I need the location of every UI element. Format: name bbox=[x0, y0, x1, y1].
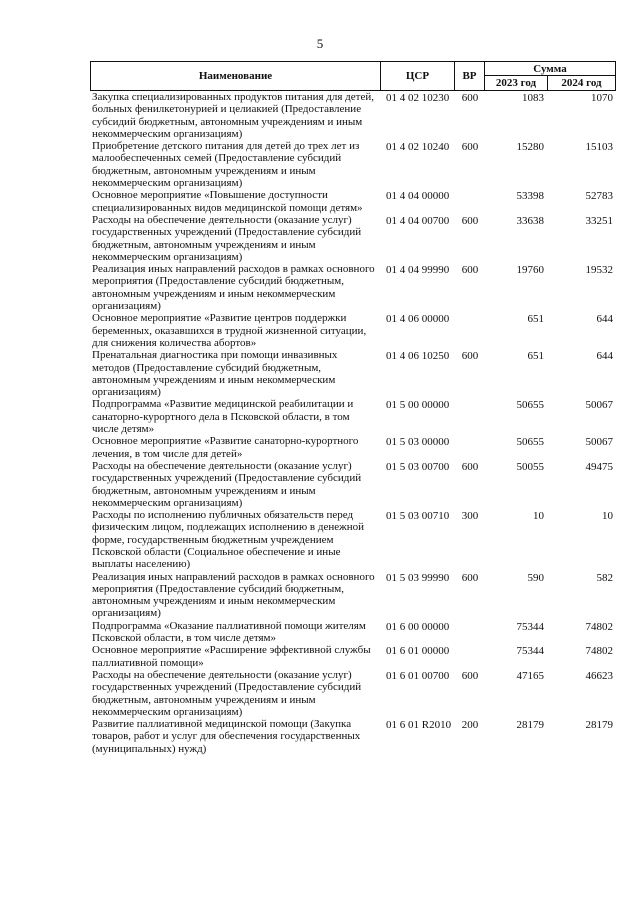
row-vr: 200 bbox=[461, 719, 479, 732]
table-row bbox=[90, 312, 616, 349]
row-sum-2023: 47165 bbox=[516, 669, 544, 682]
row-name: Развитие паллиативной медицинской помощи (Закупка товаров, работ и услуг для обеспечения государственных (муниципальных) нужд) bbox=[92, 718, 361, 755]
row-vr: 600 bbox=[461, 264, 479, 277]
header-vr: ВР bbox=[455, 62, 485, 90]
row-name: Реализация иных направлений расходов в рамках основного мероприятия (Предоставление субсидий бюджетным, автономным учреждениям и иным некоммерческим организациям) bbox=[92, 263, 375, 313]
table-header bbox=[90, 61, 616, 91]
table-row bbox=[90, 669, 616, 718]
table-row bbox=[90, 509, 616, 570]
table-row bbox=[90, 214, 616, 263]
row-name: Пренатальная диагностика при помощи инвазивных методов (Предоставление субсидий бюджетным, автономным учреждениям и иным некоммерческим организациям) bbox=[92, 349, 338, 399]
row-vr: 600 bbox=[461, 214, 479, 227]
row-csr: 01 5 03 00700 bbox=[386, 460, 450, 473]
row-name: Расходы на обеспечение деятельности (оказание услуг) государственных учреждений (Предоставление субсидий бюджетным, автономным учреждениям и иным некоммерческим организациям) bbox=[92, 459, 362, 509]
row-sum-2023: 50655 bbox=[516, 399, 544, 412]
table-row bbox=[90, 620, 616, 645]
row-name: Основное мероприятие «Развитие центров поддержки беременных, оказавшихся в трудной жизненной ситуации, для снижения количества абортов» bbox=[92, 312, 367, 349]
row-sum-2023: 590 bbox=[527, 571, 544, 584]
row-sum-2024: 50067 bbox=[585, 436, 613, 449]
table-row bbox=[90, 263, 616, 312]
table-body bbox=[90, 91, 616, 755]
table-row bbox=[90, 435, 616, 460]
row-csr: 01 5 00 00000 bbox=[386, 399, 450, 412]
row-name: Закупка специализированных продуктов питания для детей, больных фенилкетонурией и целиакией (Предоставление субсидий бюджетным, автономным учреждениям и иным некоммерческим организациям) bbox=[92, 91, 374, 140]
row-name: Приобретение детского питания для детей до трех лет из малообеспеченных семей (Предоставление субсидий бюджетным, автономным учреждениям и иным некоммерческим организациям) bbox=[92, 140, 360, 190]
row-csr: 01 4 04 00000 bbox=[386, 190, 450, 203]
table-row bbox=[90, 91, 616, 140]
row-name: Подпрограмма «Развитие медицинской реабилитации и санаторно-курортного дела в Псковской области, в том числе детям» bbox=[92, 398, 354, 436]
row-csr: 01 4 02 10230 bbox=[386, 92, 450, 104]
row-sum-2024: 582 bbox=[596, 571, 613, 584]
row-sum-2023: 75344 bbox=[516, 620, 544, 633]
row-vr: 600 bbox=[461, 141, 479, 154]
table-row bbox=[90, 189, 616, 214]
row-csr: 01 5 03 99990 bbox=[386, 571, 450, 584]
row-sum-2024: 46623 bbox=[585, 669, 613, 682]
row-vr: 600 bbox=[461, 571, 479, 584]
row-sum-2024: 28179 bbox=[585, 719, 613, 732]
row-sum-2024: 74802 bbox=[585, 620, 613, 633]
row-sum-2023: 75344 bbox=[516, 645, 544, 658]
row-sum-2024: 10 bbox=[602, 510, 613, 523]
row-sum-2024: 74802 bbox=[585, 645, 613, 658]
table-row bbox=[90, 398, 616, 435]
header-name: Наименование bbox=[91, 62, 381, 90]
row-sum-2023: 651 bbox=[527, 313, 544, 326]
row-sum-2023: 50655 bbox=[516, 436, 544, 449]
row-vr: 600 bbox=[461, 350, 479, 363]
row-sum-2023: 1083 bbox=[522, 92, 544, 104]
row-csr: 01 6 01 R2010 bbox=[386, 719, 452, 732]
row-name: Реализация иных направлений расходов в рамках основного мероприятия (Предоставление субсидий бюджетным, автономным учреждениям и иным некоммерческим организациям) bbox=[92, 570, 375, 620]
row-vr: 300 bbox=[461, 510, 479, 523]
row-sum-2024: 15103 bbox=[585, 141, 613, 154]
table-row bbox=[90, 460, 616, 509]
row-csr: 01 6 01 00000 bbox=[386, 645, 450, 658]
row-sum-2023: 651 bbox=[527, 350, 544, 363]
row-csr: 01 4 02 10240 bbox=[386, 141, 450, 154]
header-year-2023: 2023 год bbox=[485, 76, 548, 90]
row-sum-2024: 19532 bbox=[585, 264, 613, 277]
row-csr: 01 6 00 00000 bbox=[386, 620, 450, 633]
row-sum-2024: 52783 bbox=[585, 190, 613, 203]
row-sum-2024: 644 bbox=[596, 313, 613, 326]
page-number: 5 bbox=[316, 36, 324, 51]
row-sum-2023: 33638 bbox=[516, 214, 544, 227]
header-csr: ЦСР bbox=[381, 62, 455, 90]
row-name: Основное мероприятие «Повышение доступности специализированных видов медицинской помощи детям» bbox=[92, 189, 363, 214]
row-sum-2023: 28179 bbox=[516, 719, 544, 732]
row-csr: 01 5 03 00710 bbox=[386, 510, 450, 523]
row-sum-2023: 50055 bbox=[516, 460, 544, 473]
table-row bbox=[90, 718, 616, 755]
row-csr: 01 4 06 00000 bbox=[386, 313, 450, 326]
budget-table bbox=[90, 61, 616, 755]
header-year-2024: 2024 год bbox=[561, 77, 602, 89]
row-csr: 01 6 01 00700 bbox=[386, 669, 450, 682]
header-sum: Сумма bbox=[485, 62, 615, 76]
row-csr: 01 5 03 00000 bbox=[386, 436, 450, 449]
row-sum-2024: 1070 bbox=[591, 92, 613, 104]
row-csr: 01 4 04 99990 bbox=[386, 264, 450, 277]
row-sum-2024: 50067 bbox=[585, 399, 613, 412]
row-name: Расходы по исполнению публичных обязательств перед физическим лицом, подлежащих исполнению в денежной форме, государственным бюджетным учреждением Псковской области (Социальное обеспечение и иные выплаты населению) bbox=[92, 509, 364, 571]
row-sum-2023: 15280 bbox=[516, 141, 544, 154]
row-csr: 01 4 04 00700 bbox=[386, 214, 450, 227]
row-sum-2023: 53398 bbox=[516, 190, 544, 203]
table-row bbox=[90, 571, 616, 620]
table-row bbox=[90, 644, 616, 669]
row-csr: 01 4 06 10250 bbox=[386, 350, 450, 363]
row-vr: 600 bbox=[461, 460, 479, 473]
row-sum-2024: 33251 bbox=[585, 214, 613, 227]
row-vr: 600 bbox=[461, 92, 479, 104]
table-row bbox=[90, 140, 616, 189]
row-sum-2024: 644 bbox=[596, 350, 613, 363]
row-name: Расходы на обеспечение деятельности (оказание услуг) государственных учреждений (Предоставление субсидий бюджетным, автономным учреждениям и иным некоммерческим организациям) bbox=[92, 213, 362, 263]
row-name: Расходы на обеспечение деятельности (оказание услуг) государственных учреждений (Предоставление субсидий бюджетным, автономным учреждениям и иным некоммерческим организациям) bbox=[92, 668, 362, 718]
row-name: Подпрограмма «Оказание паллиативной помощи жителям Псковской области, в том числе детям» bbox=[92, 619, 366, 645]
row-sum-2023: 10 bbox=[533, 510, 544, 523]
row-sum-2024: 49475 bbox=[585, 460, 613, 473]
row-sum-2023: 19760 bbox=[516, 264, 544, 277]
table-row bbox=[90, 349, 616, 398]
row-vr: 600 bbox=[461, 669, 479, 682]
row-name: Основное мероприятие «Развитие санаторно-курортного лечения, в том числе для детей» bbox=[92, 435, 359, 460]
row-name: Основное мероприятие «Расширение эффективной службы паллиативной помощи» bbox=[92, 644, 371, 669]
